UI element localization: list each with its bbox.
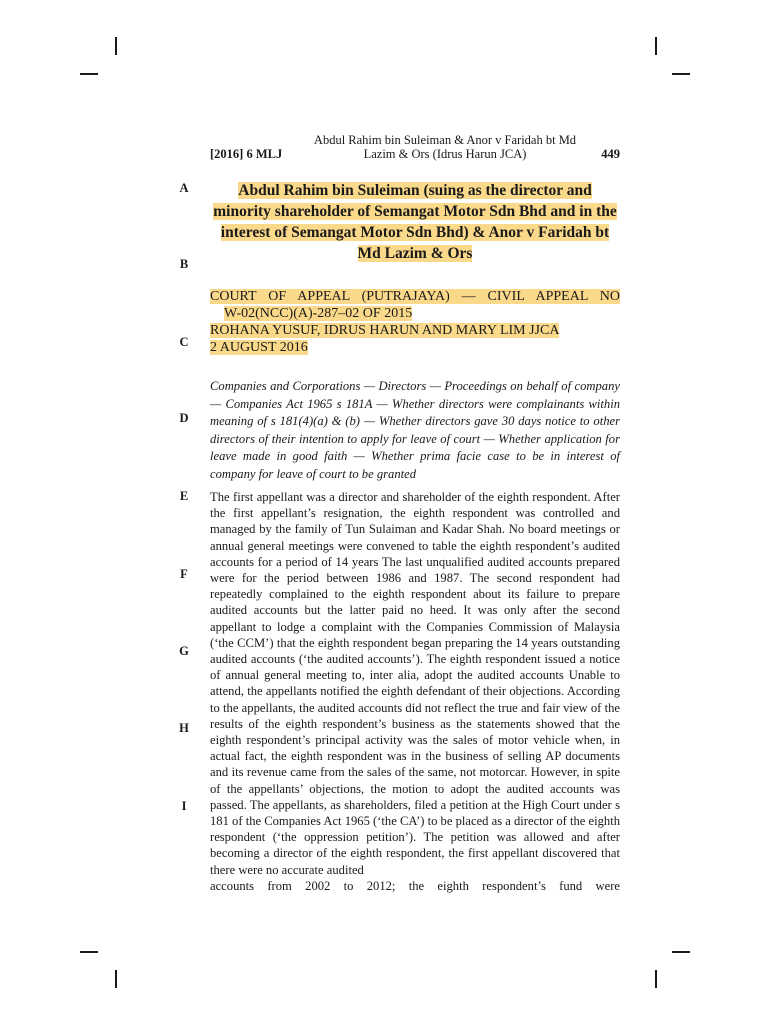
- margin-marker-f: F: [180, 567, 188, 581]
- margin-marker-h: H: [179, 721, 189, 735]
- margin-marker-b: B: [179, 257, 189, 271]
- headnote-body: The first appellant was a director and shareholder of the eighth respondent. After the first appellant’s resignation, the eighth respondent was controlled and managed by the family of Tun Sulaiman and Kadar Shah. No board meetings or annual general meetings were convened to table the eighth respondent’s audited accounts for a period of 14 years The last unqualified audited accounts prepared were for the period between 1986 and 1987. The second respondent had repeatedly complained to the eighth respondent about its failure to prepare audited accounts but the latter paid no heed. It was only after the second appellant to lodge a complaint with the Companies Commission of Malaysia (‘the CCM’) that the eighth respondent began preparing the 14 years outstanding audited accounts (‘the audited accounts’). The eighth respondent issued a notice of annual general meeting to, inter alia, adopt the audited accounts Unable to attend, the appellants notified the eighth defendant of their objections. According to the appellants, the audited accounts did not reflect the true and fair view of the results of the eighth respondent’s business as the statements showed that the eighth respondent’s principal activity was the sales of motor vehicle when, in actual fact, the eighth respondent was in the business of selling AP documents and its revenue came from the sales of the same, not motorcar. However, in spite of the appellants’ objections, the motion to adopt the audited accounts was passed. The appellants, as shareholders, filed a petition at the High Court under s 181 of the Companies Act 1965 (‘the CA’) to be placed as a director of the eighth respondent (‘the oppression petition’). The petition was allowed and after becoming a director of the eighth respondent, the first appellant discovered that there were no accurate audited: [210, 490, 620, 877]
- citation: [2016] 6 MLJ: [210, 147, 283, 161]
- crop-mark: [115, 37, 117, 55]
- crop-mark: [115, 970, 117, 988]
- appeal-number: W-02(NCC)(A)-287–02 OF 2015: [224, 306, 413, 321]
- headnote: [210, 489, 620, 894]
- crop-mark: [80, 951, 98, 953]
- judges: ROHANA YUSUF, IDRUS HARUN AND MARY LIM JJCA: [210, 323, 560, 338]
- court-line: COURT OF APPEAL (PUTRAJAYA) — CIVIL APPEAL NO: [210, 289, 620, 304]
- crop-mark: [672, 951, 690, 953]
- margin-marker-g: G: [179, 644, 189, 658]
- crop-mark: [80, 73, 98, 75]
- decision-date: 2 AUGUST 2016: [210, 340, 308, 355]
- margin-marker-e: E: [179, 489, 189, 503]
- running-title: Abdul Rahim bin Suleiman & Anor v Faridah bt Md Lazim & Ors (Idrus Harun JCA): [313, 133, 577, 161]
- case-title: [210, 180, 620, 264]
- crop-mark: [655, 970, 657, 988]
- margin-marker-i: I: [181, 799, 187, 813]
- crop-mark: [672, 73, 690, 75]
- margin-marker-a: A: [179, 181, 189, 195]
- case-title-text: Abdul Rahim bin Suleiman (suing as the director and minority shareholder of Semangat Motor Sdn Bhd and in the interest of Semangat Motor Sdn Bhd) & Anor v Faridah bt Md Lazim & Ors: [213, 182, 617, 262]
- crop-mark: [655, 37, 657, 55]
- margin-marker-c: C: [179, 335, 189, 349]
- court-block: [210, 288, 620, 356]
- headnote-last-line: accounts from 2002 to 2012; the eighth respondent’s fund were: [210, 878, 620, 893]
- catchwords: Companies and Corporations — Directors — Proceedings on behalf of company — Companies Act 1965 s 181A — Whether directors were complainants within meaning of s 181(4)(a) & (b) — Whether directors gave 30 days notice to other directors of their intention to apply for leave of court — Whether application for leave made in good faith — Whether prima facie case to be in interest of company for leave of court to be granted: [210, 379, 620, 481]
- margin-marker-d: D: [179, 411, 189, 425]
- page-number: 449: [601, 147, 620, 161]
- running-header: [210, 133, 620, 163]
